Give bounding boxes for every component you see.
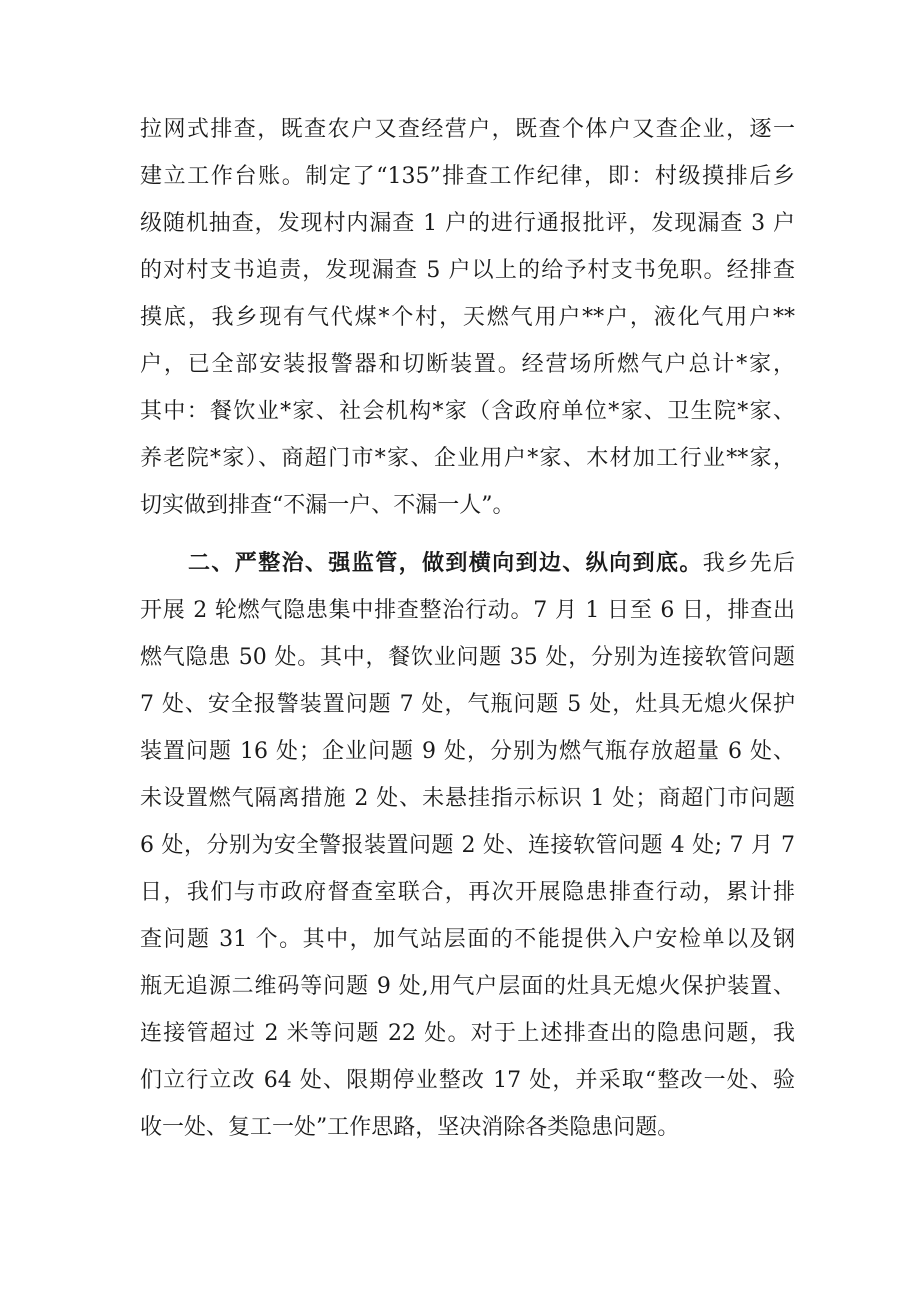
text-line: 养老院*家）、商超门市*家、企业用户*家、木材加工行业**家， (140, 446, 795, 471)
text-line: 装置问题 16 处；企业问题 9 处，分别为燃气瓶存放超量 6 处、 (140, 739, 795, 764)
text-line: 日，我们与市政府督查室联合，再次开展隐患排查行动，累计排 (140, 880, 795, 905)
text-line: 燃气隐患 50 处。其中，餐饮业问题 35 处，分别为连接软管问题 (140, 645, 795, 670)
text-line: 查问题 31 个。其中，加气站层面的不能提供入户安检单以及钢 (140, 927, 795, 952)
text-line: 6 处，分别为安全警报装置问题 2 处、连接软管问题 4 处; 7 月 7 (140, 833, 795, 858)
text-line: 的对村支书追责，发现漏查 5 户以上的给予村支书免职。经排查 (140, 258, 795, 283)
paragraph-rectification (140, 540, 795, 1151)
text-line: 建立工作台账。制定了“135”排查工作纪律，即：村级摸排后乡 (140, 164, 795, 189)
text-line: 户，已全部安装报警器和切断装置。经营场所燃气户总计*家， (140, 352, 795, 377)
text-line: 连接管超过 2 米等问题 22 处。对于上述排查出的隐患问题，我 (140, 1021, 795, 1046)
text-line: 收一处、复工一处”工作思路，坚决消除各类隐患问题。 (140, 1115, 680, 1140)
heading-line-rest: 我乡先后 (702, 551, 795, 576)
text-line: 级随机抽查，发现村内漏查 1 户的进行通报批评，发现漏查 3 户 (140, 211, 796, 236)
text-line (140, 540, 795, 587)
text-line: 们立行立改 64 处、限期停业整改 17 处，并采取“整改一处、验 (140, 1068, 795, 1093)
text-line: 其中：餐饮业*家、社会机构*家（含政府单位*家、卫生院*家、 (140, 399, 795, 424)
text-line: 未设置燃气隔离措施 2 处、未悬挂指示标识 1 处；商超门市问题 (140, 786, 795, 811)
text-line: 拉网式排查，既查农户又查经营户，既查个体户又查企业，逐一 (140, 117, 795, 142)
text-line: 瓶无追源二维码等问题 9 处,用气户层面的灶具无熄火保护装置、 (140, 974, 795, 999)
paragraph-investigation (140, 106, 795, 529)
section-heading: 二、严整治、强监管，做到横向到边、纵向到底。 (188, 551, 703, 576)
text-line: 开展 2 轮燃气隐患集中排查整治行动。7 月 1 日至 6 日，排查出 (140, 598, 795, 623)
text-line: 7 处、安全报警装置问题 7 处，气瓶问题 5 处，灶具无熄火保护 (140, 692, 795, 717)
text-line: 切实做到排查“不漏一户、不漏一人”。 (140, 493, 515, 518)
text-line: 摸底，我乡现有气代煤*个村，天燃气用户**户，液化气用户** (140, 305, 795, 330)
